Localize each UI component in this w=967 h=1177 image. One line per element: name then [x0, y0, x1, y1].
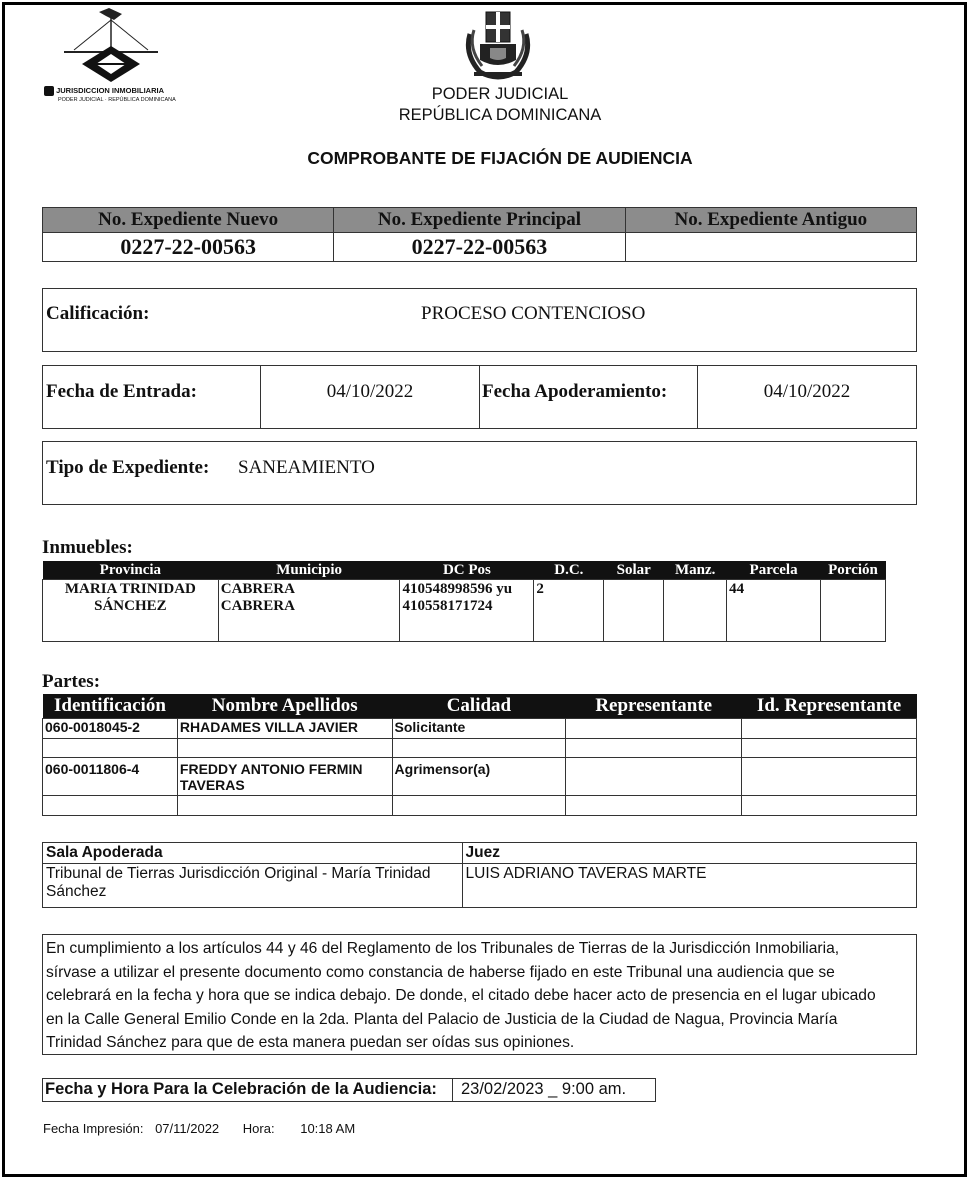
- notice-line-2: sírvase a utilizar el presente documento como constancia de haberse fijado en este Tribunal una audiencia que se: [46, 963, 835, 981]
- par-header-representante: Representante: [566, 694, 742, 719]
- sala-value-line-2: Sánchez: [46, 883, 107, 900]
- notice-line-3: celebrará en la fecha y hora que se indica debajo. De donde, el citado debe hacer acto de presencia en el lugar ubicado: [46, 987, 876, 1005]
- impresion-value: 07/11/2022: [155, 1121, 220, 1136]
- inm-dc: 2: [534, 580, 604, 642]
- inm-dcpos: [400, 580, 534, 642]
- inm-provincia-line-1: MARIA TRINIDAD: [64, 581, 196, 597]
- inm-header-municipio: Municipio: [218, 561, 400, 580]
- jurisdiccion-logo: [44, 6, 174, 106]
- inm-header-manz: Manz.: [664, 561, 727, 580]
- logo-text-1: JURISDICCION INMOBILIARIA: [56, 86, 165, 95]
- fecha-entrada-label: Fecha de Entrada:: [46, 381, 197, 402]
- document-title: COMPROBANTE DE FIJACIÓN DE AUDIENCIA: [307, 148, 693, 168]
- table-row-spacer: [43, 796, 917, 816]
- calificacion-value: PROCESO CONTENCIOSO: [421, 303, 646, 324]
- institution-line-1: PODER JUDICIAL: [431, 85, 569, 103]
- inm-provincia-line-2: SÁNCHEZ: [94, 598, 167, 614]
- fecha-entrada-value: 04/10/2022: [326, 381, 414, 402]
- fecha-apoderamiento-value: 04/10/2022: [763, 381, 851, 402]
- sala-table: [42, 842, 917, 908]
- inm-provincia: [43, 580, 219, 642]
- coat-of-arms-icon: [460, 4, 536, 80]
- juez-label: Juez: [462, 843, 916, 864]
- inm-municipio-line-1: CABRERA: [220, 581, 295, 597]
- par-nombre: RHADAMES VILLA JAVIER: [177, 719, 392, 739]
- exp-value-nuevo: 0227-22-00563: [43, 233, 334, 262]
- fechas-box: [42, 365, 917, 429]
- par-header-nombre: Nombre Apellidos: [177, 694, 392, 719]
- inmuebles-title: Inmuebles:: [42, 537, 133, 558]
- partes-table: [42, 694, 917, 816]
- audiencia-label: Fecha y Hora Para la Celebración de la Audiencia:: [45, 1080, 437, 1098]
- par-calidad: Solicitante: [392, 719, 566, 739]
- notice-line-5: Trinidad Sánchez para que de esta manera puedan ser oídas sus opiniones.: [46, 1034, 575, 1052]
- par-header-id: Identificación: [43, 694, 178, 719]
- audiencia-value: 23/02/2023 _ 9:00 am.: [461, 1080, 627, 1098]
- par-id: 060-0018045-2: [43, 719, 178, 739]
- par-header-id-representante: Id. Representante: [742, 694, 917, 719]
- impresion-label: Fecha Impresión:: [43, 1121, 144, 1136]
- par-nombre: [177, 758, 392, 796]
- tipo-box: [42, 441, 917, 505]
- audiencia-box: [42, 1078, 656, 1102]
- hora-label: Hora:: [242, 1121, 275, 1136]
- notice-line-1: En cumplimiento a los artículos 44 y 46 del Reglamento de los Tribunales de Tierras de la Jurisdicción Inmobiliaria,: [46, 940, 840, 957]
- expedientes-table: [42, 207, 917, 262]
- par-id-representante: [742, 758, 917, 796]
- juez-value: LUIS ADRIANO TAVERAS MARTE: [462, 864, 916, 908]
- partes-title: Partes:: [42, 671, 101, 692]
- inm-header-porcion: Porción: [821, 561, 886, 580]
- inm-header-parcela: Parcela: [727, 561, 821, 580]
- par-representante: [566, 758, 742, 796]
- calificacion-label: Calificación:: [46, 303, 150, 324]
- coat-of-arms: [460, 4, 536, 80]
- exp-header-principal: No. Expediente Principal: [334, 208, 625, 233]
- inm-header-dc: D.C.: [534, 561, 604, 580]
- notice-paragraph: [42, 934, 917, 1055]
- institution-line-2: REPÚBLICA DOMINICANA: [398, 106, 602, 124]
- inm-dcpos-line-1: 410548998596 yu: [402, 581, 513, 597]
- par-header-calidad: Calidad: [392, 694, 566, 719]
- fecha-apoderamiento-label: Fecha Apoderamiento:: [482, 381, 668, 402]
- sala-value-line-1: Tribunal de Tierras Jurisdicción Original - María Trinidad: [46, 865, 431, 882]
- notice-line-4: en la Calle General Emilio Conde en la 2da. Planta del Palacio de Justicia de la Ciudad de Nagua, Provincia María: [46, 1010, 838, 1028]
- par-calidad: Agrimensor(a): [392, 758, 566, 796]
- tipo-label: Tipo de Expediente:: [46, 457, 210, 478]
- par-nombre-line-2: TAVERAS: [179, 777, 245, 793]
- footer: [43, 1121, 355, 1136]
- table-row: [43, 758, 917, 796]
- inm-porcion: [821, 580, 886, 642]
- inm-solar: [604, 580, 664, 642]
- calificacion-box: [42, 288, 917, 352]
- inm-header-dcpos: DC Pos: [400, 561, 534, 580]
- par-nombre-line-1: FREDDY ANTONIO FERMIN: [179, 761, 363, 777]
- hora-value: 10:18 AM: [300, 1121, 356, 1136]
- inm-dcpos-line-2: 410558171724: [402, 598, 493, 614]
- exp-header-nuevo: No. Expediente Nuevo: [43, 208, 334, 233]
- table-row-spacer: [43, 739, 917, 758]
- par-representante: [566, 719, 742, 739]
- inm-municipio-line-2: CABRERA: [220, 598, 295, 614]
- exp-value-principal: 0227-22-00563: [334, 233, 625, 262]
- par-id-representante: [742, 719, 917, 739]
- inmuebles-table: [42, 561, 886, 642]
- inm-parcela: 44: [727, 580, 821, 642]
- institution-name: [380, 84, 620, 126]
- sala-value: [43, 864, 463, 908]
- tipo-value: SANEAMIENTO: [238, 457, 375, 478]
- table-row: [43, 719, 917, 739]
- par-id: 060-0011806-4: [43, 758, 178, 796]
- inm-municipio: [218, 580, 400, 642]
- logo-text-2: PODER JUDICIAL · REPÚBLICA DOMINICANA: [58, 97, 176, 103]
- inm-manz: [664, 580, 727, 642]
- inm-header-provincia: Provincia: [43, 561, 219, 580]
- inm-header-solar: Solar: [604, 561, 664, 580]
- exp-value-antiguo: [625, 233, 916, 262]
- sala-label: Sala Apoderada: [43, 843, 463, 864]
- jurisdiccion-logo-icon: [44, 6, 174, 86]
- exp-header-antiguo: No. Expediente Antiguo: [625, 208, 916, 233]
- inm-row: [43, 580, 886, 642]
